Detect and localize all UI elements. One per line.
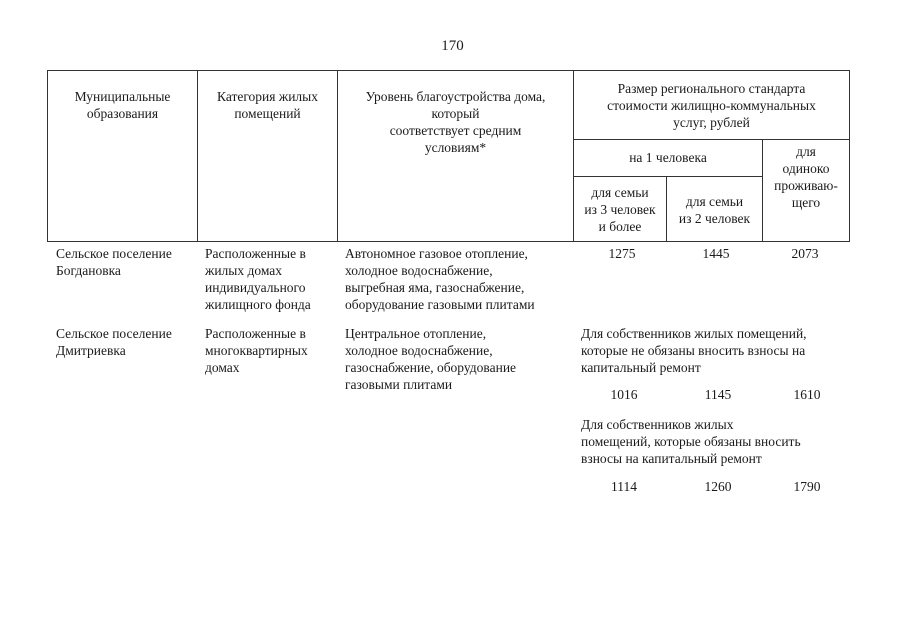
row1-municipality: Сельское поселение Богдановка <box>56 246 172 278</box>
row2-category: Расположенные в многоквартирных домах <box>205 326 308 375</box>
header-standard: Размер регионального стандарта стоимости жилищно-коммунальных услуг, рублей <box>607 81 816 130</box>
header-category: Категория жилых помещений <box>217 89 318 121</box>
header-single: для одиноко проживаю- щего <box>774 144 838 210</box>
header-municipality: Муниципальные образования <box>74 89 171 121</box>
row2-not-obliged-family2: 1145 <box>704 387 732 402</box>
row2-not-obliged-single: 1610 <box>793 387 821 402</box>
header-right-border <box>849 70 850 242</box>
divider-per-person-bottom <box>573 176 763 177</box>
header-top-border <box>47 70 850 71</box>
header-family3: для семьи из 3 человек и более <box>584 185 656 234</box>
row2-municipality: Сельское поселение Дмитриевка <box>56 326 172 358</box>
row2-not-obliged-family3: 1016 <box>610 387 638 402</box>
divider-standard-bottom <box>573 139 850 140</box>
row1-value-family2: 1445 <box>702 246 730 261</box>
header-family2: для семьи из 2 человек <box>678 194 751 226</box>
row2-note-obliged: Для собственников жилых помещений, которые обязаны вносить взносы на капитальный ремонт <box>581 417 801 466</box>
header-per-person: на 1 человека <box>629 150 707 165</box>
row2-level: Центральное отопление, холодное водоснабжение, газоснабжение, оборудование газовыми плитами <box>345 326 517 392</box>
row1-level: Автономное газовое отопление, холодное водоснабжение, выгребная яма, газоснабжение, оборудование газовыми плитами <box>345 246 535 312</box>
row2-obliged-family3: 1114 <box>611 479 637 494</box>
row2-obliged-family2: 1260 <box>704 479 732 494</box>
row2-note-not-obliged: Для собственников жилых помещений, которые не обязаны вносить взносы на капитальный ремонт <box>581 326 807 375</box>
header-level: Уровень благоустройства дома, который соответствует средним условиям* <box>365 89 546 155</box>
row1-category: Расположенные в жилых домах индивидуального жилищного фонда <box>205 246 311 312</box>
row1-value-single: 2073 <box>791 246 819 261</box>
header-bottom-border <box>47 241 850 242</box>
row2-obliged-single: 1790 <box>793 479 821 494</box>
page-number: 170 <box>441 38 464 54</box>
row1-value-family3: 1275 <box>608 246 636 261</box>
